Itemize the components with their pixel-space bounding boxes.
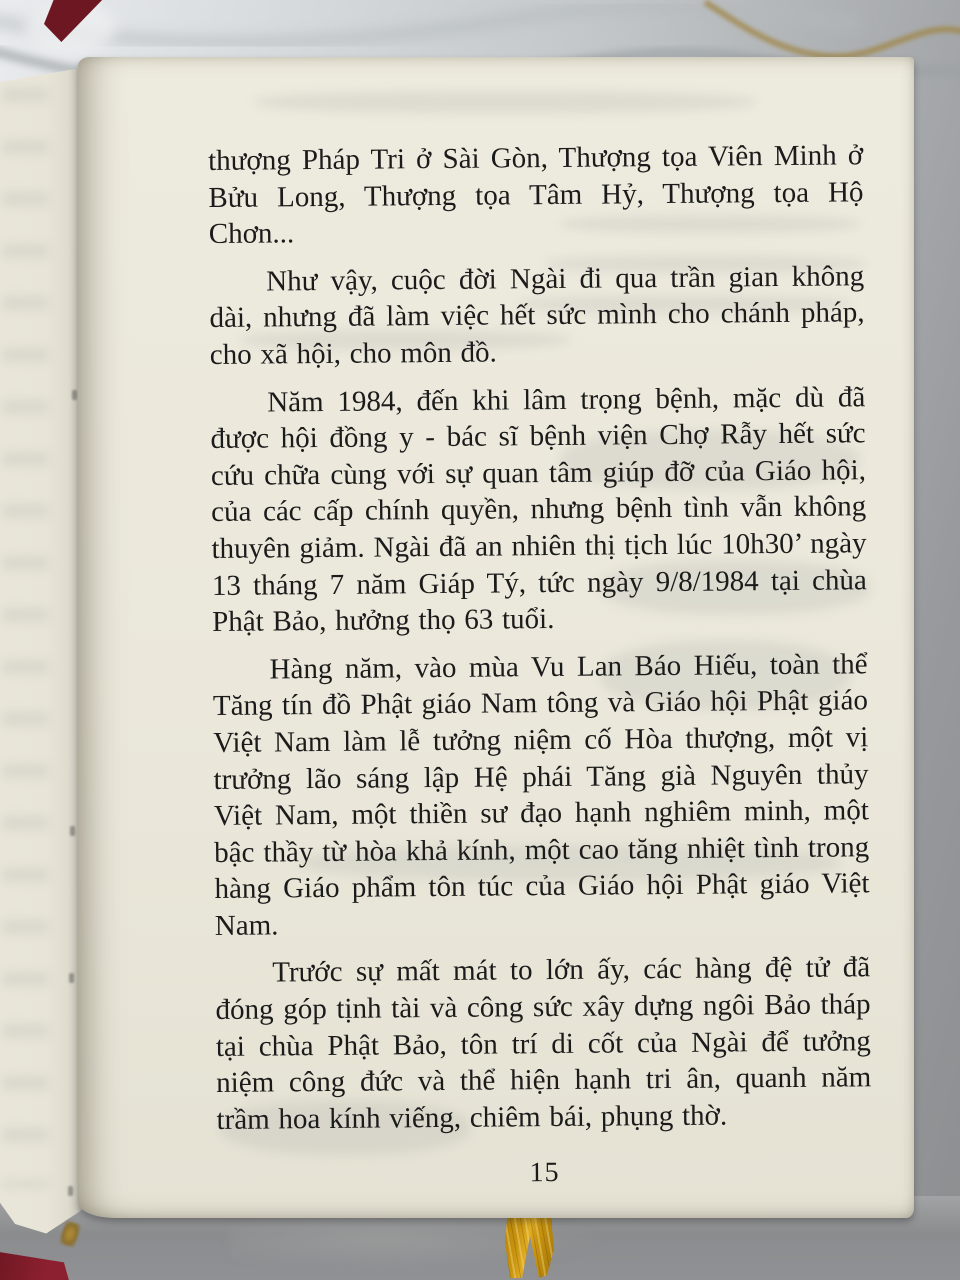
left-page-edge [0, 68, 84, 1250]
show-through-text [255, 91, 755, 113]
paragraph-3: Năm 1984, đến khi lâm trọng bệnh, mặc dù đã được hội đồng y - bác sĩ bệnh viện Chợ Rẫy hết sức cứu chữa cùng với sự quan tâm giúp đỡ của Giáo hội, của các cấp chính quyền, nhưng bệnh tình vẫn không thuyên giảm. Ngài đã an nhiên thị tịch lúc 10h30’ ngày 13 tháng 7 năm Giáp Tý, tức ngày 9/8/1984 tại chùa Phật Bảo, hưởng thọ 63 tuổi. [210, 380, 867, 639]
paragraph-5: Trước sự mất mát to lớn ấy, các hàng đệ tử đã đóng góp tịnh tài và công sức xây dựng ngôi Bảo tháp tại chùa Phật Bảo, tôn trí di cốt của Ngài để tưởng niệm công đức và thể hiện hạnh tri ân, quanh năm trầm hoa kính viếng, chiêm bái, phụng thờ. [215, 951, 872, 1136]
left-page-text-fragment [70, 826, 75, 836]
book-page [78, 57, 914, 1218]
left-page-text-fragment [72, 390, 77, 400]
page-number: 15 [529, 1157, 560, 1189]
light-marble-vein [0, 7, 860, 42]
paragraph-4: Hàng năm, vào mùa Vu Lan Báo Hiếu, toàn thể Tăng tín đồ Phật giáo Nam tông và Giáo hội Phật giáo Việt Nam làm lễ tưởng niệm cố Hòa thượng, một vị trưởng lão sáng lập Hệ phái Tăng già Nguyên thủy Việt Nam, một thiền sư đạo hạnh nghiêm minh, một bậc thầy từ hòa khả kính, một cao tăng nhiệt tình trong hàng Giáo phẩm tôn túc của Giáo hội Phật giáo Việt Nam. [212, 647, 870, 942]
paragraph-2: Như vậy, cuộc đời Ngài đi qua trần gian không dài, nhưng đã làm việc hết sức mình cho chánh pháp, cho xã hội, cho môn đồ. [209, 260, 865, 371]
left-page-text-fragment [69, 973, 74, 983]
left-page-ghost-text [2, 88, 48, 1188]
page-text-block [208, 137, 872, 1195]
left-page-text-fragment [68, 1186, 73, 1196]
paragraph-1: thượng Pháp Tri ở Sài Gòn, Thượng tọa Viên Minh ở Bửu Long, Thượng tọa Tâm Hỷ, Thượng tọa Hộ Chơn... [208, 139, 864, 251]
